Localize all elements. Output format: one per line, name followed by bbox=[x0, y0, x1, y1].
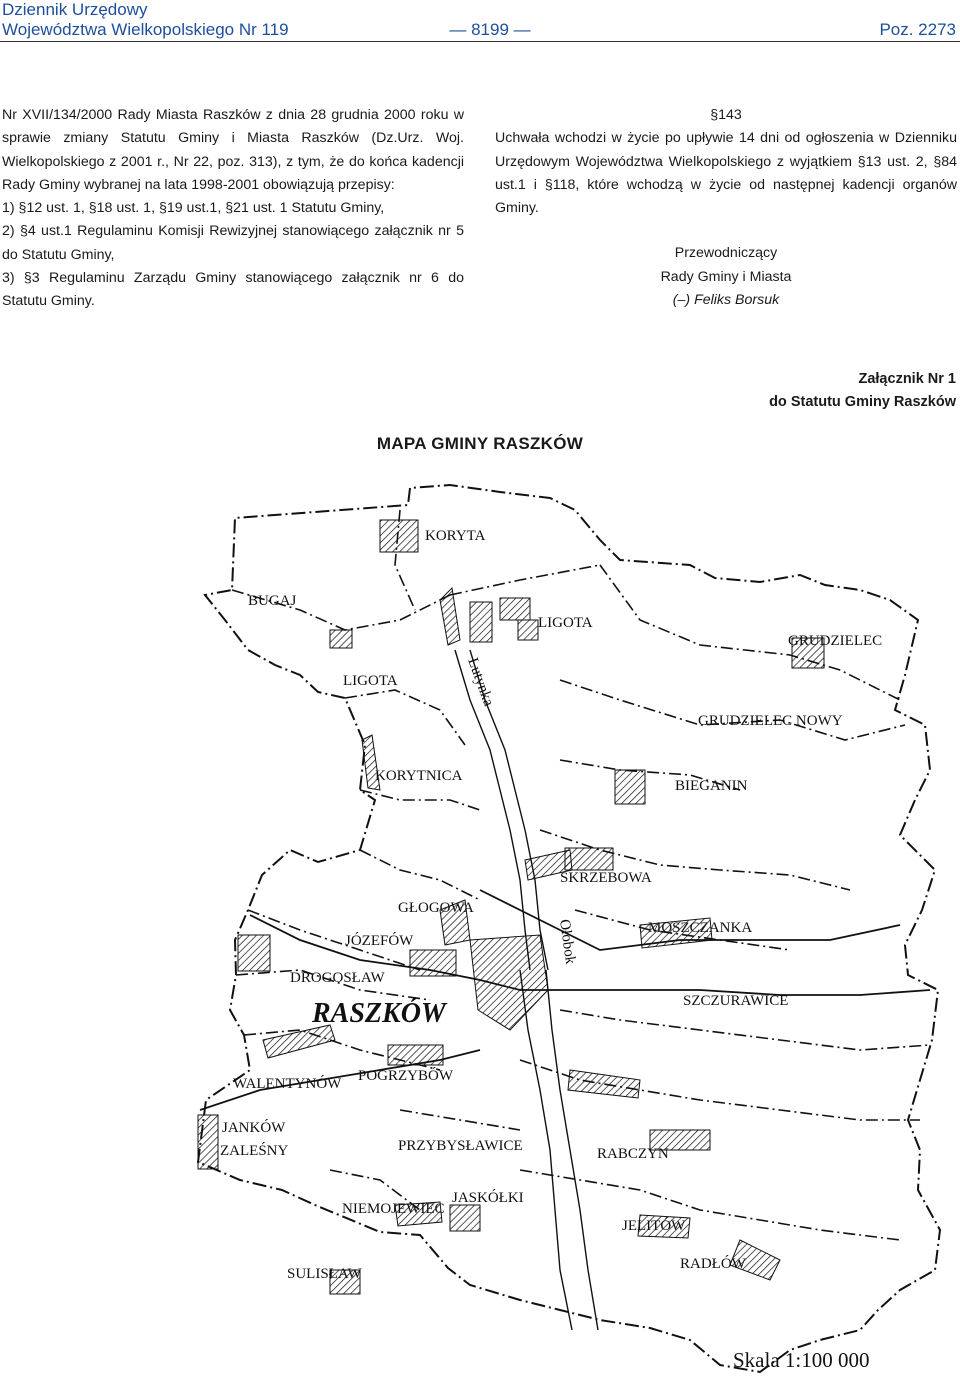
village-jaskolki: JASKÓŁKI bbox=[452, 1190, 524, 1206]
village-bugaj: BUGAJ bbox=[248, 593, 297, 609]
village-przybyslawice: PRZYBYSŁAWICE bbox=[398, 1138, 523, 1154]
village-jozefow: JÓZEFÓW bbox=[345, 933, 414, 949]
village-sulislaw: SULISŁAW bbox=[287, 1266, 362, 1282]
town-raszkow: RASZKÓW bbox=[312, 998, 446, 1029]
left-column bbox=[2, 104, 464, 314]
annex-heading bbox=[769, 368, 956, 414]
village-jankow: JANKÓW bbox=[222, 1120, 286, 1136]
map-title: MAPA GMINY RASZKÓW bbox=[376, 434, 584, 453]
intro-paragraph: Nr XVII/134/2000 Rady Miasta Raszków z dnia 28 grudnia 2000 roku w sprawie zmiany Statutu Gminy i Miasta Raszków (Dz.Urz. Woj. Wielkopolskiego z 2001 r., Nr 22, poz. 313), z tym, że do końca kadencji Rady Gminy wybranej na lata 1998-2001 obowiązują przepisy: bbox=[2, 107, 464, 193]
signature-title: Przewodniczący bbox=[674, 245, 778, 262]
village-bieganin: BIEGANIN bbox=[675, 778, 748, 794]
river-lutynka-label: Lutynka bbox=[464, 655, 497, 709]
header-divider bbox=[0, 41, 960, 42]
list-item-3: 3) §3 Regulaminu Zarządu Gminy stanowiącego załącznik nr 6 do Statutu Gminy. bbox=[2, 270, 464, 310]
village-jelitow: JELITÓW bbox=[622, 1218, 686, 1234]
journal-title bbox=[2, 0, 289, 40]
village-moszczanka: MOSZCZANKA bbox=[648, 920, 753, 936]
village-niemojewiec: NIEMOJEWIEC bbox=[342, 1201, 445, 1217]
village-glogowa: GŁOGOWA bbox=[398, 900, 474, 916]
village-drogoslaw: DROGOSŁAW bbox=[290, 970, 385, 986]
map-scale: Skala 1:100 000 bbox=[733, 1348, 870, 1372]
village-rabczyn: RABCZYN bbox=[597, 1146, 669, 1162]
settlement-areas bbox=[198, 520, 824, 1294]
journal-title-line1: Dziennik Urzędowy bbox=[2, 0, 148, 19]
annex-line1: Załącznik Nr 1 bbox=[858, 371, 956, 387]
village-korytnica: KORYTNICA bbox=[375, 768, 463, 784]
section-number: §143 bbox=[710, 107, 742, 123]
village-grudzielec: GRUDZIELEC bbox=[788, 633, 883, 649]
list-item-2: 2) §4 ust.1 Regulaminu Komisji Rewizyjnej stanowiącego załącznik nr 5 do Statutu Gminy, bbox=[2, 223, 464, 263]
village-walentynow: WALENTYNÓW bbox=[233, 1076, 342, 1092]
village-skrzebowa: SKRZEBOWA bbox=[560, 870, 652, 886]
right-column bbox=[495, 104, 957, 312]
page-number: — 8199 — bbox=[449, 20, 531, 39]
municipality-map bbox=[0, 470, 960, 1378]
list-item-1: 1) §12 ust. 1, §18 ust. 1, §19 ust.1, §21 ust. 1 Statutu Gminy, bbox=[2, 200, 385, 217]
signature-name: (–) Feliks Borsuk bbox=[672, 292, 780, 309]
village-szczurawice: SZCZURAWICE bbox=[683, 993, 789, 1009]
position-number: Poz. 2273 bbox=[879, 20, 956, 39]
village-pogrzybow: POGRZYBÓW bbox=[358, 1068, 454, 1084]
village-radlow: RADŁÓW bbox=[680, 1256, 746, 1272]
annex-line2: do Statutu Gminy Raszków bbox=[769, 394, 956, 410]
village-ligota-west: LIGOTA bbox=[343, 673, 398, 689]
village-ligota-east: LIGOTA bbox=[538, 615, 593, 631]
journal-title-line2: Województwa Wielkopolskiego Nr 119 bbox=[2, 20, 289, 39]
village-zalesny: ZALEŚNY bbox=[220, 1143, 289, 1159]
village-grudzielec-nowy: GRUDZIELEC NOWY bbox=[698, 713, 843, 729]
section-text: Uchwała wchodzi w życie po upływie 14 dni od ogłoszenia w Dzienniku Urzędowym Województwa Wielkopolskiego z wyjątkiem §13 ust. 2, §84 ust.1 i §118, które wchodzą w życie od następnej kadencji organów Gminy. bbox=[495, 130, 957, 217]
signature-org: Rady Gminy i Miasta bbox=[660, 268, 792, 285]
river-olobok-label: Ołobok bbox=[556, 918, 579, 966]
village-koryta: KORYTA bbox=[425, 528, 486, 544]
